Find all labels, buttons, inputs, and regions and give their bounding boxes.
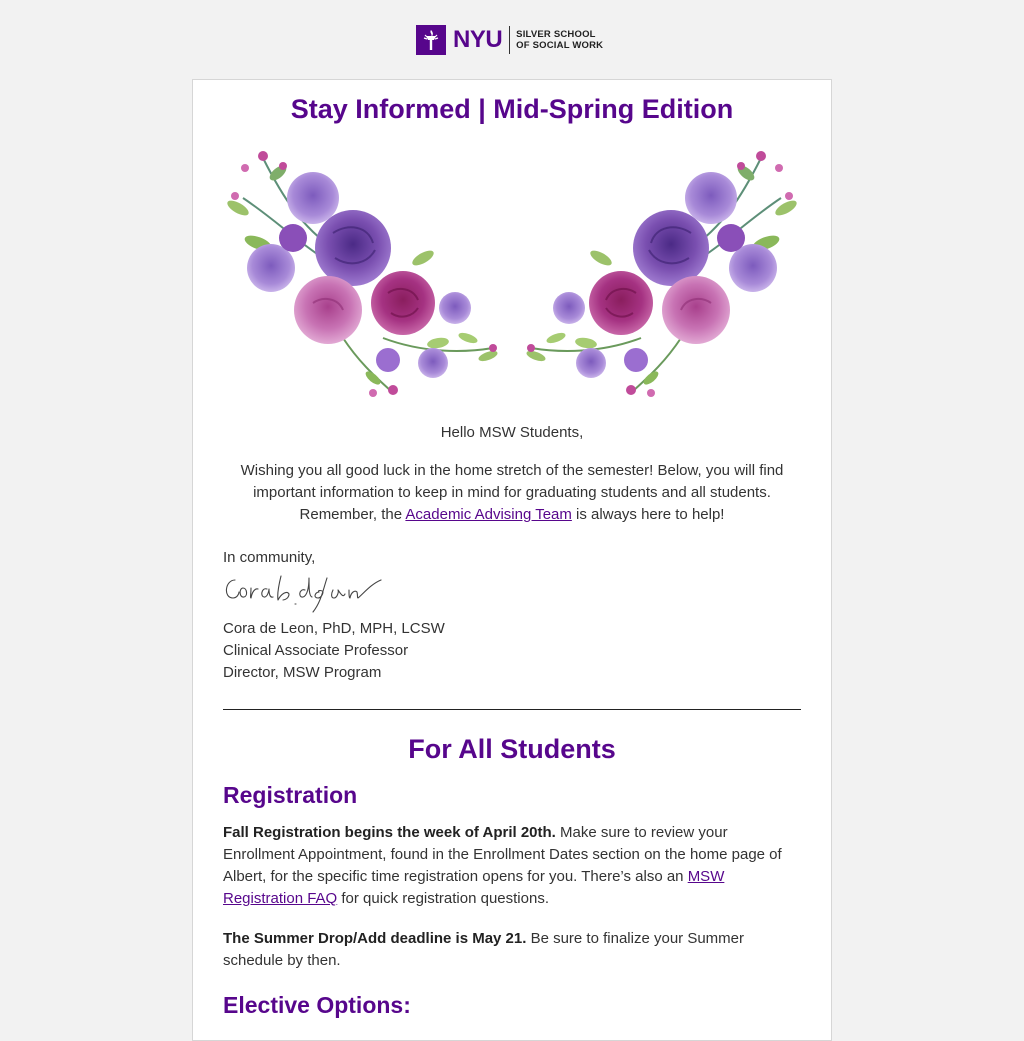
academic-advising-team-link[interactable]: Academic Advising Team <box>405 506 572 523</box>
email-title: Stay Informed | Mid-Spring Edition <box>290 94 734 124</box>
section-heading-all-students: For All Students <box>408 734 616 764</box>
school-name-line-2: OF SOCIAL WORK <box>516 40 604 51</box>
elective-options-heading: Elective Options: <box>223 992 411 1018</box>
logo-divider <box>509 26 510 54</box>
floral-hero-image <box>223 138 801 398</box>
registration-text: Make sure to review your Enrollment Appointment, found in the Enrollment Dates section on the home page of Albert, for the specific time registration opens for you. There’s also an <box>223 824 782 885</box>
section-divider <box>223 709 801 710</box>
greeting-text: Hello MSW Students, <box>440 424 584 441</box>
summer-bold-text: The Summer Drop/Add deadline is May 21. <box>223 930 527 947</box>
brand-name: NYU <box>453 26 503 53</box>
registration-text-end: for quick registration questions. <box>337 890 549 907</box>
email-card <box>192 79 832 1041</box>
closing-text: In community, <box>223 549 316 566</box>
intro-text-end: is always here to help! <box>571 506 725 523</box>
summer-deadline-paragraph <box>223 928 801 972</box>
signature-name: Cora de Leon, PhD, MPH, LCSW <box>223 620 445 637</box>
school-name <box>516 29 603 51</box>
summer-text: Be sure to finalize your Summer schedule by then. <box>223 930 744 969</box>
registration-paragraph <box>223 822 801 910</box>
nyu-silver-logo <box>416 24 603 56</box>
handwritten-signature <box>223 570 383 616</box>
registration-heading: Registration <box>223 782 358 808</box>
intro-text: Wishing you all good luck in the home stretch of the semester! Below, you will find important information to keep in mind for graduating students and all students. Remember, the <box>240 462 784 523</box>
signature-block <box>223 618 801 684</box>
torch-icon <box>416 25 446 55</box>
school-name-line-1: SILVER SCHOOL <box>516 29 596 40</box>
signature-role: Director, MSW Program <box>223 664 382 681</box>
registration-bold-text: Fall Registration begins the week of April 20th. <box>223 824 556 841</box>
msw-registration-faq-link[interactable]: MSW Registration FAQ <box>223 868 725 907</box>
intro-paragraph <box>223 460 801 526</box>
signature-title: Clinical Associate Professor <box>223 642 409 659</box>
